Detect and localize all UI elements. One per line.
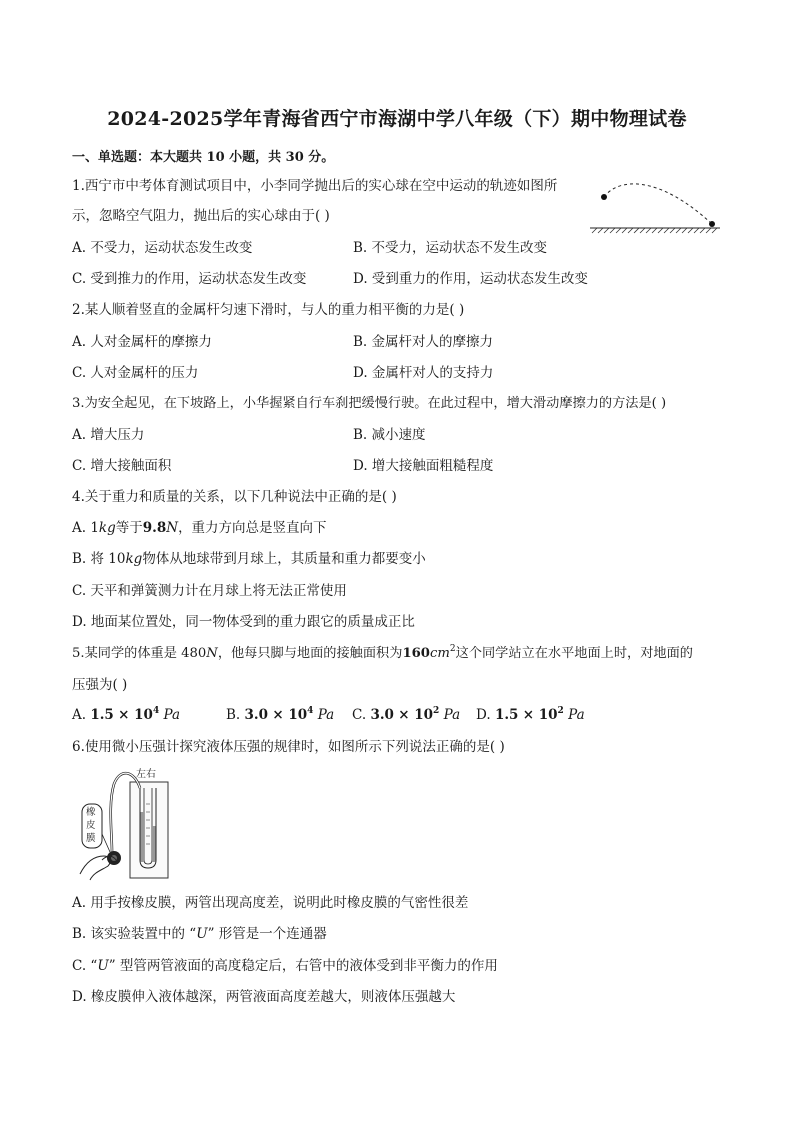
page-title: 2024-2025学年青海省西宁市海湖中学八年级（下）期中物理试卷 bbox=[107, 108, 687, 130]
q3-stem: 3.为安全起见，在下坡路上，小华握紧自行车刹把缓慢行驶。在此过程中，增大滑动摩擦力的方法是( ) bbox=[72, 396, 667, 411]
q5-option-a: A. $1.5 \times 10^4$ Pa bbox=[72, 706, 181, 723]
q4-option-a: A. 1kg等于9.8N，重力方向总是竖直向下 bbox=[72, 520, 327, 536]
q5-stem-line2: 压强为( ) bbox=[72, 677, 128, 693]
q4-option-b: B. 将 10kg物体从地球带到月球上，其质量和重力都要变小 bbox=[72, 551, 426, 567]
q2-option-b: B. 金属杆对人的摩擦力 bbox=[353, 334, 494, 350]
q2-option-d: D. 金属杆对人的支持力 bbox=[353, 365, 494, 381]
q6-option-a: A. 用手按橡皮膜，两管出现高度差，说明此时橡皮膜的气密性很差 bbox=[72, 895, 469, 911]
q1-stem-line2: 示，忽略空气阻力，抛出后的实心球由于( ) bbox=[72, 208, 330, 224]
q4-stem: 4.关于重力和质量的关系，以下几种说法中正确的是( ) bbox=[72, 489, 397, 505]
q5-option-c: C. $3.0 \times 10^2$ Pa bbox=[352, 706, 461, 723]
section-heading: 一、单选题：本大题共 10 小题，共 30 分。 bbox=[72, 150, 335, 165]
q5-stem-line1: 5.某同学的体重是 480N，他每只脚与地面的接触面积为$160cm^2$这个同学站立在水平地面上时，对地面的 bbox=[72, 644, 693, 661]
q3-option-c: C. 增大接触面积 bbox=[72, 458, 172, 474]
q3-option-b: B. 减小速度 bbox=[353, 427, 426, 443]
q5-option-d: D. $1.5 \times 10^2$ Pa bbox=[476, 706, 585, 723]
q1-trajectory-figure bbox=[588, 176, 723, 236]
q6-option-c: C. “U” 型管两管液面的高度稳定后，右管中的液体受到非平衡力的作用 bbox=[72, 958, 498, 974]
q2-option-a: A. 人对金属杆的摩擦力 bbox=[72, 334, 212, 350]
q4-option-c: C. 天平和弹簧测力计在月球上将无法正常使用 bbox=[72, 583, 347, 599]
q3-option-a: A. 增大压力 bbox=[72, 427, 145, 443]
q1-stem-line1: 1.西宁市中考体育测试项目中，小李同学抛出后的实心球在空中运动的轨迹如图所 bbox=[72, 178, 558, 194]
q6-figure-label-membrane-2: 皮 bbox=[86, 820, 96, 831]
q6-option-b: B. 该实验装置中的 “U” 形管是一个连通器 bbox=[72, 926, 327, 942]
q1-option-b: B. 不受力，运动状态不发生改变 bbox=[353, 240, 548, 256]
q6-figure-label-membrane-1: 橡 bbox=[86, 807, 96, 818]
q2-stem: 2.某人顺着竖直的金属杆匀速下滑时，与人的重力相平衡的力是( ) bbox=[72, 302, 465, 318]
q4-option-d: D. 地面某位置处，同一物体受到的重力跟它的质量成正比 bbox=[72, 614, 415, 630]
q1-option-c: C. 受到推力的作用，运动状态发生改变 bbox=[72, 271, 307, 287]
q5-option-b: B. $3.0 \times 10^4$ Pa bbox=[226, 706, 335, 723]
q1-option-a: A. 不受力，运动状态发生改变 bbox=[72, 240, 253, 256]
q6-option-d: D. 橡皮膜伸入液体越深，两管液面高度差越大，则液体压强越大 bbox=[72, 989, 456, 1005]
q6-stem: 6.使用微小压强计探究液体压强的规律时，如图所示下列说法正确的是( ) bbox=[72, 739, 505, 755]
q6-figure-label-left-right: 左右 bbox=[136, 769, 156, 780]
q1-option-d: D. 受到重力的作用，运动状态发生改变 bbox=[353, 271, 588, 287]
q6-figure-label-membrane-3: 膜 bbox=[86, 833, 96, 844]
q3-option-d: D. 增大接触面粗糙程度 bbox=[353, 458, 494, 474]
q2-option-c: C. 人对金属杆的压力 bbox=[72, 365, 199, 381]
